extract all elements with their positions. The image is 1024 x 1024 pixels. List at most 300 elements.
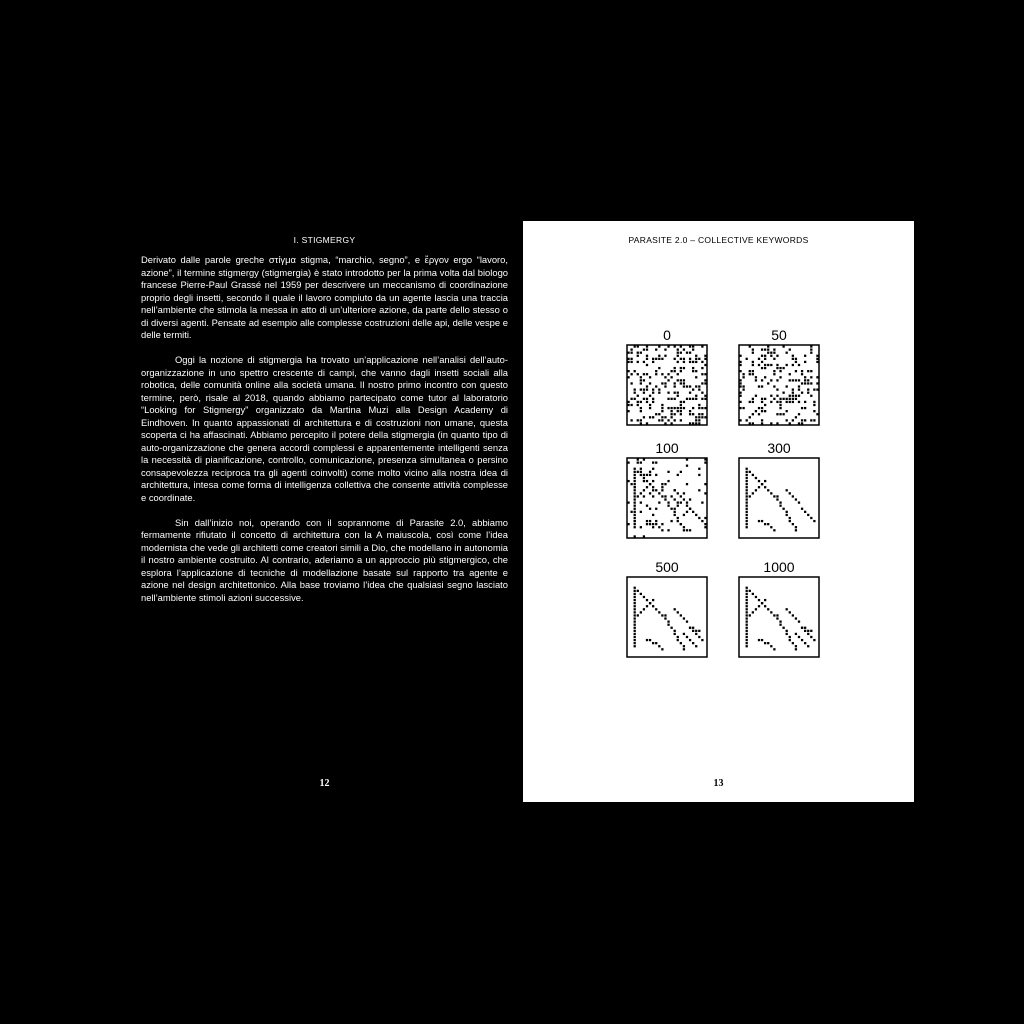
agent-dot — [782, 367, 784, 369]
agent-dot — [749, 422, 751, 424]
agent-dot — [810, 345, 812, 347]
agent-dot — [770, 364, 772, 366]
agent-dot — [692, 345, 694, 347]
agent-dot — [746, 633, 748, 635]
agent-dot — [634, 392, 636, 394]
agent-dot — [776, 495, 778, 497]
agent-dot — [782, 392, 784, 394]
agent-dot — [634, 590, 636, 592]
agent-dot — [807, 392, 809, 394]
agent-dot — [698, 404, 700, 406]
agent-dot — [813, 639, 815, 641]
agent-dot — [810, 395, 812, 397]
agent-dot — [652, 392, 654, 394]
agent-dot — [634, 517, 636, 519]
agent-dot — [695, 361, 697, 363]
agent-dot — [746, 492, 748, 494]
agent-dot — [770, 645, 772, 647]
paragraph-2: Oggi la nozione di stigmergia ha trovato un’applicazione nell’analisi dell’auto-organizzazione in uno spettro crescente di campi, che vanno dagli insetti sociali alla robotica, delle comunità online alla società umana. Il nostro primo incontro con questo termine, però, risale al 2018, quando abbiamo partecipato come tutor al laboratorio “Looking for Stigmergy” organizzato da Martina Muzi alla Design Academy di Eindhoven. In quanto appassionati di architettura e di costruzioni non umane, questa scoperta ci ha affascinati. Abbiamo percepito il potere della stigmergia (in quanto tipo di auto-organizzazione che genera accordi complessi e apparentemente intelligenti senza la necessità di pianificazione, controllo, comunicazione, presenza simultanea o persino consapevolezza reciproca tra gli agenti coinvolti) come molto vicino alla nostra idea di architettura, intesa come forma di intelligenza collettiva che consente attività complesse e coordinate. — [141, 354, 508, 503]
agent-dot — [634, 587, 636, 589]
agent-dot — [643, 392, 645, 394]
agent-dot — [742, 385, 744, 387]
agent-dot — [761, 483, 763, 485]
agent-dot — [746, 474, 748, 476]
simulation-panel-500 — [626, 576, 708, 658]
agent-dot — [670, 495, 672, 497]
agent-dot — [686, 511, 688, 513]
agent-dot — [634, 608, 636, 610]
agent-dot — [674, 382, 676, 384]
agent-dot — [758, 358, 760, 360]
agent-dot — [752, 373, 754, 375]
agent-dot — [674, 345, 676, 347]
agent-dot — [739, 392, 741, 394]
agent-dot — [786, 514, 788, 516]
agent-dot — [755, 410, 757, 412]
agent-dot — [755, 395, 757, 397]
agent-dot — [764, 523, 766, 525]
stigmergy-simulation-figure — [523, 221, 914, 802]
agent-dot — [683, 645, 685, 647]
agent-dot — [776, 498, 778, 500]
agent-dot — [677, 379, 679, 381]
agent-dot — [689, 639, 691, 641]
agent-dot — [667, 529, 669, 531]
agent-dot — [670, 376, 672, 378]
agent-dot — [798, 385, 800, 387]
agent-dot — [779, 404, 781, 406]
agent-dot — [752, 361, 754, 363]
agent-dot — [652, 398, 654, 400]
agent-dot — [658, 501, 660, 503]
agent-dot — [634, 599, 636, 601]
agent-dot — [704, 364, 706, 366]
agent-dot — [627, 410, 629, 412]
agent-dot — [664, 495, 666, 497]
agent-dot — [779, 367, 781, 369]
agent-dot — [692, 388, 694, 390]
agent-dot — [634, 483, 636, 485]
agent-dot — [752, 422, 754, 424]
agent-dot — [634, 520, 636, 522]
agent-dot — [689, 627, 691, 629]
agent-dot — [627, 523, 629, 525]
agent-dot — [637, 590, 639, 592]
agent-dot — [646, 373, 648, 375]
agent-dot — [789, 636, 791, 638]
agent-dot — [810, 636, 812, 638]
agent-dot — [813, 401, 815, 403]
agent-dot — [661, 382, 663, 384]
agent-dot — [764, 355, 766, 357]
agent-dot — [677, 611, 679, 613]
page-number-left: 12 — [319, 778, 330, 789]
agent-dot — [677, 407, 679, 409]
agent-dot — [649, 395, 651, 397]
agent-dot — [695, 370, 697, 372]
agent-dot — [739, 379, 741, 381]
agent-dot — [630, 373, 632, 375]
agent-dot — [746, 526, 748, 528]
agent-dot — [643, 535, 645, 537]
agent-dot — [640, 422, 642, 424]
agent-dot — [661, 648, 663, 650]
agent-dot — [792, 614, 794, 616]
agent-dot — [677, 410, 679, 412]
agent-dot — [689, 498, 691, 500]
agent-dot — [746, 501, 748, 503]
agent-dot — [810, 352, 812, 354]
agent-dot — [816, 388, 818, 390]
agent-dot — [792, 355, 794, 357]
agent-dot — [680, 410, 682, 412]
agent-dot — [704, 523, 706, 525]
agent-dot — [776, 401, 778, 403]
agent-dot — [752, 492, 754, 494]
agent-dot — [698, 419, 700, 421]
agent-dot — [686, 458, 688, 460]
agent-dot — [746, 639, 748, 641]
agent-dot — [627, 501, 629, 503]
agent-dot — [674, 367, 676, 369]
agent-dot — [658, 645, 660, 647]
agent-dot — [646, 355, 648, 357]
agent-dot — [761, 355, 763, 357]
agent-dot — [640, 379, 642, 381]
agent-dot — [779, 624, 781, 626]
agent-dot — [674, 407, 676, 409]
agent-dot — [761, 639, 763, 641]
agent-dot — [686, 529, 688, 531]
agent-dot — [761, 367, 763, 369]
agent-dot — [752, 593, 754, 595]
left-page — [129, 221, 520, 802]
agent-dot — [634, 636, 636, 638]
agent-dot — [792, 642, 794, 644]
agent-dot — [786, 398, 788, 400]
agent-dot — [652, 388, 654, 390]
agent-dot — [640, 471, 642, 473]
agent-dot — [786, 410, 788, 412]
agent-dot — [749, 373, 751, 375]
agent-dot — [795, 645, 797, 647]
agent-dot — [689, 422, 691, 424]
agent-dot — [661, 416, 663, 418]
agent-dot — [643, 596, 645, 598]
agent-dot — [634, 492, 636, 494]
agent-dot — [804, 355, 806, 357]
agent-dot — [758, 520, 760, 522]
agent-dot — [670, 422, 672, 424]
agent-dot — [776, 364, 778, 366]
agent-dot — [643, 388, 645, 390]
agent-dot — [704, 492, 706, 494]
agent-dot — [792, 379, 794, 381]
agent-dot — [746, 419, 748, 421]
agent-dot — [683, 361, 685, 363]
agent-dot — [689, 385, 691, 387]
agent-dot — [683, 633, 685, 635]
agent-dot — [761, 520, 763, 522]
agent-dot — [640, 593, 642, 595]
agent-dot — [704, 382, 706, 384]
agent-dot — [773, 348, 775, 350]
agent-dot — [770, 422, 772, 424]
simulation-panel-50 — [738, 344, 820, 426]
agent-dot — [755, 379, 757, 381]
panel-label-1000: 1000 — [763, 559, 795, 575]
agent-dot — [779, 501, 781, 503]
agent-dot — [739, 407, 741, 409]
agent-dot — [761, 379, 763, 381]
agent-dot — [649, 471, 651, 473]
agent-dot — [667, 505, 669, 507]
agent-dot — [761, 410, 763, 412]
agent-dot — [782, 398, 784, 400]
agent-dot — [670, 508, 672, 510]
agent-dot — [704, 483, 706, 485]
agent-dot — [634, 645, 636, 647]
agent-dot — [758, 639, 760, 641]
agent-dot — [704, 398, 706, 400]
agent-dot — [686, 483, 688, 485]
agent-dot — [637, 361, 639, 363]
agent-dot — [795, 617, 797, 619]
agent-dot — [677, 492, 679, 494]
agent-dot — [767, 642, 769, 644]
agent-dot — [813, 388, 815, 390]
agent-dot — [758, 385, 760, 387]
agent-dot — [661, 410, 663, 412]
agent-dot — [683, 526, 685, 528]
agent-dot — [701, 392, 703, 394]
agent-dot — [637, 401, 639, 403]
agent-dot — [689, 352, 691, 354]
agent-dot — [695, 395, 697, 397]
agent-dot — [683, 401, 685, 403]
agent-dot — [746, 517, 748, 519]
agent-dot — [770, 395, 772, 397]
agent-dot — [680, 413, 682, 415]
agent-dot — [658, 388, 660, 390]
agent-dot — [698, 416, 700, 418]
agent-dot — [764, 599, 766, 601]
agent-dot — [658, 611, 660, 613]
agent-dot — [764, 605, 766, 607]
agent-dot — [689, 361, 691, 363]
agent-dot — [804, 642, 806, 644]
agent-dot — [758, 407, 760, 409]
agent-dot — [640, 382, 642, 384]
agent-dot — [655, 373, 657, 375]
agent-dot — [761, 422, 763, 424]
agent-dot — [807, 645, 809, 647]
agent-dot — [698, 385, 700, 387]
agent-dot — [637, 458, 639, 460]
agent-dot — [755, 376, 757, 378]
agent-dot — [667, 373, 669, 375]
agent-dot — [698, 407, 700, 409]
agent-dot — [655, 413, 657, 415]
agent-dot — [779, 505, 781, 507]
agent-dot — [634, 611, 636, 613]
agent-dot — [674, 514, 676, 516]
agent-dot — [749, 495, 751, 497]
agent-dot — [798, 636, 800, 638]
agent-dot — [637, 395, 639, 397]
agent-dot — [643, 398, 645, 400]
agent-dot — [634, 627, 636, 629]
agent-dot — [813, 410, 815, 412]
agent-dot — [686, 620, 688, 622]
agent-dot — [701, 413, 703, 415]
agent-dot — [634, 535, 636, 537]
agent-dot — [637, 404, 639, 406]
agent-dot — [746, 468, 748, 470]
agent-dot — [677, 474, 679, 476]
agent-dot — [637, 419, 639, 421]
agent-dot — [773, 495, 775, 497]
agent-dot — [634, 633, 636, 635]
agent-dot — [634, 477, 636, 479]
agent-dot — [798, 364, 800, 366]
agent-dot — [758, 413, 760, 415]
agent-dot — [640, 352, 642, 354]
agent-dot — [655, 358, 657, 360]
agent-dot — [792, 358, 794, 360]
agent-dot — [667, 345, 669, 347]
agent-dot — [742, 388, 744, 390]
agent-dot — [761, 385, 763, 387]
panel-label-500: 500 — [655, 559, 679, 575]
agent-dot — [792, 401, 794, 403]
agent-dot — [646, 401, 648, 403]
agent-dot — [630, 358, 632, 360]
agent-dot — [655, 642, 657, 644]
agent-dot — [695, 385, 697, 387]
agent-dot — [670, 410, 672, 412]
agent-dot — [789, 395, 791, 397]
agent-dot — [630, 398, 632, 400]
agent-dot — [767, 345, 769, 347]
agent-dot — [686, 636, 688, 638]
agent-dot — [792, 388, 794, 390]
agent-dot — [752, 352, 754, 354]
agent-dot — [677, 355, 679, 357]
agent-dot — [634, 370, 636, 372]
agent-dot — [813, 404, 815, 406]
agent-dot — [649, 382, 651, 384]
agent-dot — [643, 373, 645, 375]
agent-dot — [813, 419, 815, 421]
agent-dot — [701, 373, 703, 375]
agent-dot — [767, 348, 769, 350]
agent-dot — [680, 382, 682, 384]
agent-dot — [764, 480, 766, 482]
agent-dot — [689, 410, 691, 412]
agent-dot — [667, 419, 669, 421]
agent-dot — [667, 501, 669, 503]
agent-dot — [680, 345, 682, 347]
agent-dot — [792, 523, 794, 525]
agent-dot — [770, 352, 772, 354]
agent-dot — [655, 489, 657, 491]
agent-dot — [652, 489, 654, 491]
agent-dot — [652, 526, 654, 528]
agent-dot — [695, 645, 697, 647]
agent-dot — [739, 355, 741, 357]
agent-dot — [795, 498, 797, 500]
agent-dot — [767, 608, 769, 610]
agent-dot — [761, 602, 763, 604]
agent-dot — [655, 520, 657, 522]
agent-dot — [630, 419, 632, 421]
agent-dot — [664, 355, 666, 357]
agent-dot — [637, 345, 639, 347]
agent-dot — [752, 611, 754, 613]
agent-dot — [649, 404, 651, 406]
agent-dot — [746, 471, 748, 473]
agent-dot — [661, 529, 663, 531]
agent-dot — [764, 404, 766, 406]
agent-dot — [649, 492, 651, 494]
agent-dot — [661, 614, 663, 616]
agent-dot — [789, 398, 791, 400]
agent-dot — [686, 465, 688, 467]
agent-dot — [667, 379, 669, 381]
agent-dot — [789, 401, 791, 403]
agent-dot — [776, 355, 778, 357]
agent-dot — [652, 461, 654, 463]
agent-dot — [661, 489, 663, 491]
agent-dot — [674, 511, 676, 513]
panel-frame — [739, 458, 819, 538]
agent-dot — [752, 348, 754, 350]
agent-dot — [643, 379, 645, 381]
agent-dot — [640, 388, 642, 390]
agent-dot — [764, 376, 766, 378]
agent-dot — [652, 480, 654, 482]
agent-dot — [773, 352, 775, 354]
agent-dot — [627, 361, 629, 363]
agent-dot — [786, 630, 788, 632]
agent-dot — [804, 376, 806, 378]
agent-dot — [640, 611, 642, 613]
agent-dot — [677, 517, 679, 519]
agent-dot — [779, 407, 781, 409]
agent-dot — [816, 376, 818, 378]
agent-dot — [786, 401, 788, 403]
agent-dot — [704, 373, 706, 375]
agent-dot — [667, 407, 669, 409]
agent-dot — [807, 514, 809, 516]
agent-dot — [795, 633, 797, 635]
agent-dot — [764, 367, 766, 369]
agent-dot — [680, 370, 682, 372]
agent-dot — [661, 419, 663, 421]
agent-dot — [677, 636, 679, 638]
agent-dot — [742, 373, 744, 375]
agent-dot — [770, 355, 772, 357]
agent-dot — [801, 419, 803, 421]
agent-dot — [789, 492, 791, 494]
agent-dot — [789, 517, 791, 519]
agent-dot — [782, 345, 784, 347]
agent-dot — [664, 382, 666, 384]
agent-dot — [634, 501, 636, 503]
agent-dot — [767, 364, 769, 366]
agent-dot — [634, 511, 636, 513]
